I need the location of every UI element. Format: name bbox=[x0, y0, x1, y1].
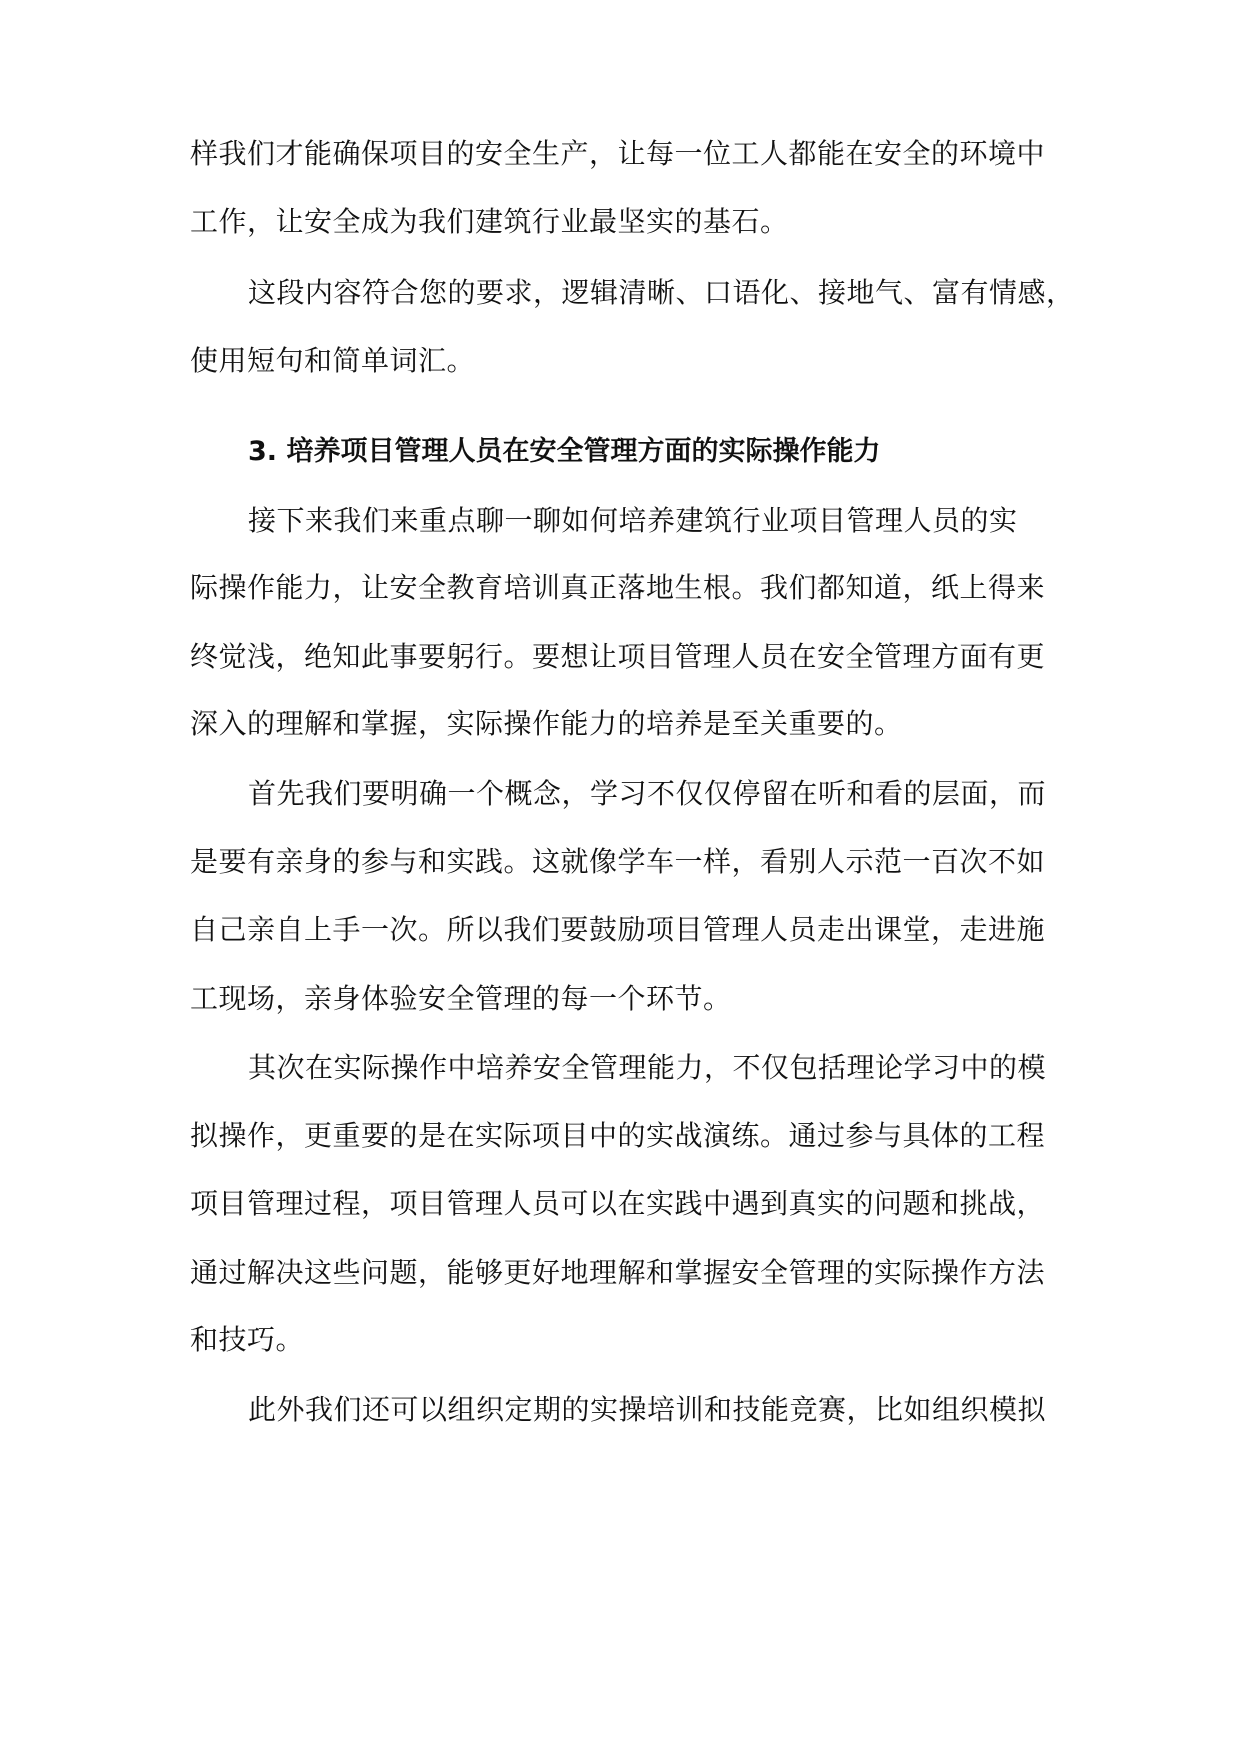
paragraph-line: 终觉浅，绝知此事要躬行。要想让项目管理人员在安全管理方面有更 bbox=[190, 640, 1046, 673]
paragraph-line: 其次在实际操作中培养安全管理能力，不仅包括理论学习中的模 bbox=[248, 1051, 1047, 1084]
paragraph-line: 和技巧。 bbox=[190, 1323, 305, 1356]
paragraph-line: 工作，让安全成为我们建筑行业最坚实的基石。 bbox=[190, 205, 789, 238]
paragraph-line: 深入的理解和掌握，实际操作能力的培养是至关重要的。 bbox=[190, 707, 903, 740]
paragraph-line: 通过解决这些问题，能够更好地理解和掌握安全管理的实际操作方法 bbox=[190, 1256, 1046, 1289]
paragraph-line: 是要有亲身的参与和实践。这就像学车一样，看别人示范一百次不如 bbox=[190, 845, 1046, 878]
paragraph-line: 接下来我们来重点聊一聊如何培养建筑行业项目管理人员的实 bbox=[248, 504, 1018, 537]
paragraph-line: 际操作能力，让安全教育培训真正落地生根。我们都知道，纸上得来 bbox=[190, 571, 1046, 604]
paragraph-line: 工现场，亲身体验安全管理的每一个环节。 bbox=[190, 982, 732, 1015]
paragraph-line: 此外我们还可以组织定期的实操培训和技能竞赛，比如组织模拟 bbox=[248, 1393, 1047, 1426]
paragraph-line: 拟操作，更重要的是在实际项目中的实战演练。通过参与具体的工程 bbox=[190, 1119, 1046, 1152]
paragraph-line: 使用短句和简单词汇。 bbox=[190, 344, 476, 377]
paragraph-line: 这段内容符合您的要求，逻辑清晰、口语化、接地气、富有情感， bbox=[248, 276, 1075, 309]
paragraph-line: 自己亲自上手一次。所以我们要鼓励项目管理人员走出课堂，走进施 bbox=[190, 913, 1046, 946]
paragraph-line: 项目管理过程，项目管理人员可以在实践中遇到真实的问题和挑战， bbox=[190, 1187, 1046, 1220]
section-heading: 3. 培养项目管理人员在安全管理方面的实际操作能力 bbox=[248, 436, 881, 467]
paragraph-line: 样我们才能确保项目的安全生产，让每一位工人都能在安全的环境中 bbox=[190, 137, 1046, 170]
paragraph-line: 首先我们要明确一个概念，学习不仅仅停留在听和看的层面，而 bbox=[248, 777, 1047, 810]
